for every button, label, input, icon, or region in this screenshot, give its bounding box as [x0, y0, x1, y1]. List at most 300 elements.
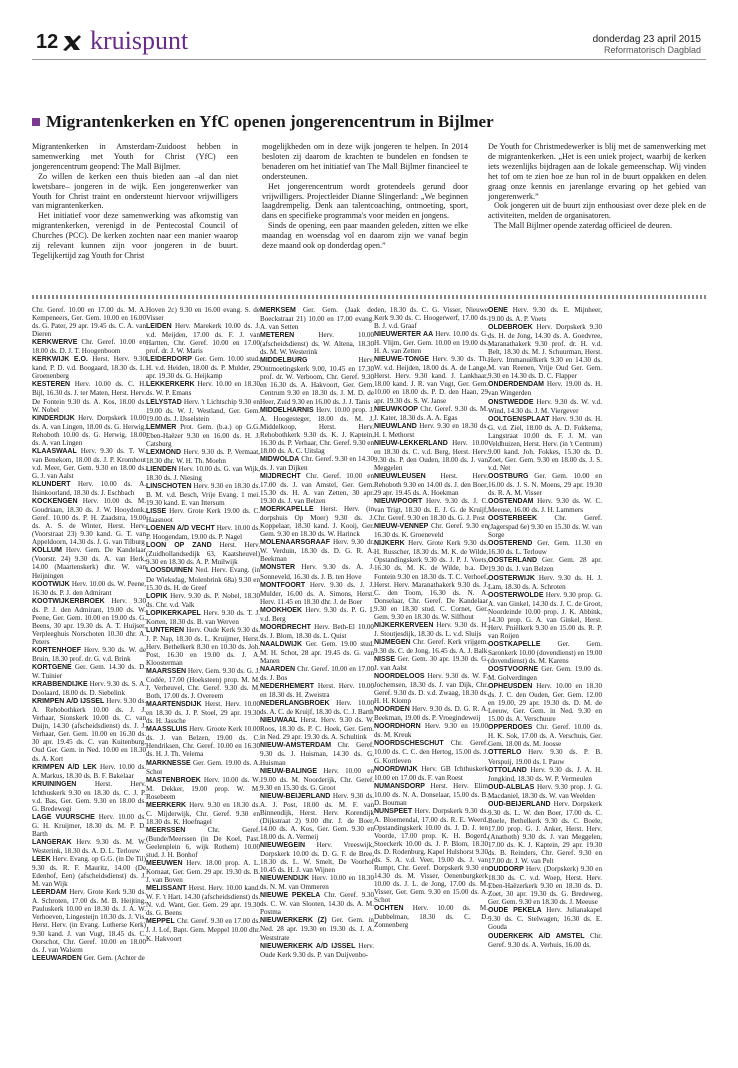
- listing-services: Chr. Geref. 9.30 en 16.30 ds. K. Groeneveld: [374, 522, 488, 540]
- listing-services: Herv. 10.00 ds. A. C. de Kruijf, 18.30 ds. C. J. Barth: [260, 699, 374, 717]
- listing-place-name: OUDDORP: [488, 866, 524, 874]
- listing-place-name: KRIMPEN A/D IJSSEL: [32, 698, 105, 706]
- listing-services: Herv. 9.30 ds. T. W. van Benekom, 18.00 ds. J. P. Kromhout v.d. Meer, Ger. Gem. 9.30 en 18.00 ds. G. J. van Aalst: [32, 446, 146, 480]
- church-listing-entry: [374, 621, 488, 638]
- church-listing-column: [32, 306, 146, 963]
- listing-services: Herv. 9.30 ds. T. J. Korten, 18.30 ds. B. van Werven: [146, 608, 260, 626]
- listing-services: Herv. 9.30 ds. H. G. v.d. Ziel, 18.00 ds. A. D. Fokkema, Langstraat 10.00 ds. F. J. M. van Veldhuizen, Herst. Herv. (in 't Centrum) 9.00 kand. Joh. Fokkes, 15.30 ds. D. Zoet, Ger. Gem. 9.30 en 18.00 ds. J. S. v.d. Net: [488, 414, 602, 472]
- listing-place-name: MARKNESSE: [146, 759, 191, 767]
- listing-place-name: KOLLUM: [32, 547, 62, 555]
- listing-services: Herst. Herv. (Zuidhollandsedijk 63, Kaatsheuvel) 9.30 en 18.30 ds. A. P. Muilwijk: [146, 541, 260, 567]
- church-listing-entry: [260, 682, 374, 699]
- listing-place-name: KOCKENGEN: [32, 498, 78, 506]
- listing-services: Herst. Herv. 10.00 en 18.30 ds. J. P. Stoel, 29 apr. 19.30 ds. H. Jassche: [146, 700, 260, 726]
- church-listing-entry: [146, 859, 260, 884]
- listing-place-name: NIEUW-VENNEP: [374, 523, 429, 531]
- listing-services: Ned. Herv. Evang. (in De Wieksdag, Molenbrink 68a) 9.30 en 15.30 ds. H. de Greef: [146, 566, 260, 592]
- church-listing-entry: [488, 323, 602, 380]
- listing-services: Herv. 10.00 ds. C. H. Bijl, 16.30 ds. J. ter Maten, Herst. Herv. De Fontein 9.30 ds. A. Kos, 18.00 ds. W. Nobel: [32, 380, 146, 414]
- listing-place-name: OPHEUSDEN: [488, 683, 533, 691]
- church-listing-entry: [146, 423, 260, 448]
- church-listing-entry: [146, 700, 260, 725]
- listing-place-name: OOSTKAPELLE: [488, 640, 541, 648]
- article-paragraph: Het initiatief voor deze samenwerking was afkomstig van migrantenkerken, verenigd in de Pentecostal Council of Churches (PCC). De kerken zochten naar een manier waarop zij relevant kunnen zijn voor jongeren in de buurt. Tegelijkertijd zag Youth for Christ: [32, 211, 238, 260]
- listing-place-name: KRIMPEN A/D LEK: [32, 763, 97, 771]
- church-listing-entry: [260, 841, 374, 874]
- listing-services: Chr. Geref. 10.00 en 17.00 ds. J. van Amstel, Ger. Gem. 15.30 ds. H. A. van Zetten, 30 apr. 19.30 ds. J. van Belzen: [260, 471, 374, 506]
- listing-services: Herv. 10.00 ds. A. Markus, 18.30 ds. B. F. Bakelaar: [32, 762, 146, 780]
- listing-place-name: LANGERAK: [32, 839, 72, 846]
- listing-place-name: KLUNDERT: [32, 480, 71, 488]
- listing-place-name: LOENEN A/D VECHT: [146, 525, 215, 533]
- listing-services: Herv. Beth-El 10.00 ds. J. Blom, 18.30 ds. L. Quist: [260, 622, 374, 640]
- listing-services: Herst. Herv. 9.30 kand. P. D. v.d. Boogaard, 18.30 ds. L. Groenenberg: [32, 355, 146, 381]
- listing-services: Hoven 2c) 9.30 en 16.00 evang. S. de Visser: [146, 306, 260, 323]
- church-listing-column: [146, 306, 260, 943]
- listing-services: Herv. GB Ichthuskerk 10.00 en 17.00 ds. F. van Roest: [374, 764, 488, 782]
- listing-services: Herv. 9.30 en 18.30 ds. C. Mijderwijk, Chr. Geref. 9.30 en 18.30 ds. K. Hoefnagel: [146, 800, 260, 826]
- listing-place-name: KINDERDIJK: [32, 414, 75, 422]
- church-listing-entry: [146, 524, 260, 541]
- listing-services: Herv. 9.30 ds. J. A. H. Jongkind, 18.30 ds. W. P. Vermeulen: [488, 765, 602, 783]
- listing-services: Ger. Gem. 30 apr. 19.30 ds. G. J. van Aalst: [374, 654, 488, 673]
- listing-place-name: NOORDEN: [374, 706, 410, 714]
- listing-place-name: NIEUWLAND: [374, 422, 417, 430]
- listing-place-name: NEDERHEMERT: [260, 683, 315, 691]
- listing-place-name: OUD-BEIJERLAND: [488, 800, 551, 808]
- church-listing-entry: [32, 355, 146, 380]
- church-listing-entry: [32, 380, 146, 413]
- church-listing-entry: [488, 497, 602, 514]
- listing-place-name: NIEUWERKERK (Z): [260, 917, 327, 925]
- church-listing-entry: [146, 917, 260, 942]
- header-divider: [32, 59, 706, 60]
- listing-services: Ger. Gem. 14.30 ds. D. W. Tuinier: [32, 663, 146, 681]
- listing-services: Prot. Gem. (b.a.) op G.G. Eben-Haëzer 9.30 en 16.00 ds. H. J. Catsburg: [146, 422, 260, 448]
- listing-services: Ger. Gem. Saronkerk 10.00 (dovendienst) en 19.00 (dovendienst) ds. M. Karens: [488, 639, 602, 665]
- listing-place-name: OUD-ALBLAS: [488, 783, 535, 791]
- listing-place-name: MOORDRECHT: [260, 623, 311, 631]
- listing-services: Herv. 9.30 ds. P. Vermaat, 18.30 dhr. W. H. Th. Moehn: [146, 447, 260, 465]
- listing-place-name: NAALDWIJK: [260, 640, 302, 648]
- listing-services: Herv. Ontmoetingskerk 9.00, 10.45 en 17.30 prof. dr. W. Verboom, Chr. Geref. 9.30 en 16.30 ds. A. Hakvoort, Ger. Gem. Centrum 9.30 en 18.30 ds. J. M. D. de Heer, Zuid 9.30 en 16.00 ds. J. J. Tanis: [260, 356, 374, 406]
- article-column-3: [488, 142, 706, 231]
- page-header: [0, 0, 738, 60]
- listing-services: Herv. 10.00 ds. P. Hoogendam, 19.00 ds. P. Nagel: [146, 524, 260, 542]
- church-listing-entry: [32, 447, 146, 480]
- church-listing-entry: [146, 801, 260, 826]
- listing-services: Herv. 9.30 ds. A. J. Sonneveld, 16.30 ds. J. B. ten Hove: [260, 563, 375, 581]
- listing-place-name: OOSTBURG: [488, 472, 529, 480]
- church-listing-entry: [146, 448, 260, 465]
- church-listing-entry: [32, 338, 146, 355]
- listing-services: Herv. 10.00 en 18.30 ds. N. M. van Ommeren: [260, 874, 374, 892]
- listing-services: Herv. 10.00 ds. W. M. Dekker, 19.00 prop. W. M. Rosebeem: [146, 775, 260, 801]
- listing-place-name: LOOSDUINEN: [146, 567, 193, 575]
- listing-services: Herv. 9.30 ds. W. F. Jochemsen, 18.30 ds. J. van Dijk, Chr. Geref. 9.30 ds. D. v.d. Zwaag, 18.30 ds. H. H. Klomp: [374, 672, 488, 706]
- church-listing-entry: [374, 904, 488, 929]
- article-paragraph: De Youth for Christmedewerker is blij met de samenwerking met de migrantenkerken. „Het is een uniek project, waarbij de kerken iets wezenlijks bijdragen aan de lokale gemeenschap. Wij vinden het tof om te zien hoe ze hun rol in de buurt oppakken en delen graag onze kennis en jarenlange ervaring op het gebied van jongerenwerk.”: [488, 142, 706, 201]
- listing-services: Herst. Herv. Ichthuskerk 9.30 en 18.30 ds. C. J. P. v.d. Bas, Ger. Gem. 9.30 en 18.00 ds. G. Bredewegi: [32, 779, 146, 813]
- listing-services: Herv. 10.00 en 18.30 ds. C. v.d. Berg, Herst. Herv. 9.30 ds. P. den Ouden, 18.00 ds. J. van Meggelen: [374, 438, 488, 472]
- church-listing-entry: [146, 776, 260, 801]
- church-listing-entry: [260, 472, 374, 505]
- church-listing-entry: [260, 716, 374, 741]
- church-listing-entry: [146, 355, 260, 380]
- listing-place-name: OOSTERBEEK: [488, 515, 538, 523]
- church-listing-entry: [374, 472, 488, 497]
- listing-place-name: NIEUWERKERK A/D IJSSEL: [260, 942, 356, 950]
- listing-services: Herv. Dorpskerk 9.30 ds. H. de Jong, 14.30 ds. A. Goedvree, Maranathakerk 9.30 prof. dr. H. v.d. Belt, 18.30 ds. M. J. Schuurman, Herst. Herv. Immanuëlkerk 9.30 en 14.30 ds. M. van Reenen, Vrije Oud Ger. Gem. 9.30 en 14.30 ds. D. C. Flapper: [488, 323, 602, 381]
- church-listing-entry: [146, 306, 260, 322]
- church-listing-entry: [260, 538, 374, 563]
- church-listing-entry: [146, 322, 260, 355]
- church-listing-entry: [260, 306, 374, 331]
- church-listing-entry: [488, 380, 602, 397]
- church-listing-entry: [374, 782, 488, 807]
- church-listing-entry: [488, 800, 602, 865]
- listing-place-name: KORTENHOEF: [32, 646, 81, 654]
- listing-place-name: OLDEBROEK: [488, 324, 533, 332]
- article-headline: Migrantenkerken en YfC openen jongerencentrum in Bijlmer: [46, 112, 494, 131]
- listing-services: Herv. 9.30 dr. W. Verduin, 18.30 ds. D. G. R. A. Beekman: [260, 538, 374, 564]
- listing-services: Herv. 9.30 ds. P. B. Verspuij, 19.00 ds. I. Pauw: [488, 748, 602, 766]
- article-paragraph: Migrantenkerken in Amsterdam-Zuidoost hebben in samenwerking met Youth for Christ (YfC) een jongerencentrum geopend: The Mall Bijlmer.: [32, 142, 238, 171]
- listing-place-name: OOSTENDAM: [488, 498, 534, 506]
- church-listing-entry: [488, 514, 602, 539]
- article-column-1: [32, 142, 238, 261]
- listing-services: Ger. Gem. 10.00 en 16.00 ds. J. S. N. Moens, 29 apr. 19.30 ds. R. A. M. Visser: [488, 471, 602, 498]
- listing-services: Herv. 9.30 prop. G. A. van Ginkel, 14.30 ds. J. C. de Groot, Noordeinde 10.00 prop. J. K. Abbink, 14.30 prop. G. A. van Ginkel, Herst. Herv. Pniëlkerk 9.30 en 15.00 ds. R. P. van Roijen: [488, 590, 602, 640]
- listing-place-name: NIEUW-BALINGE: [260, 767, 318, 775]
- listing-place-name: LOPIK: [146, 592, 168, 600]
- listing-place-name: MAARSSEN: [146, 668, 187, 676]
- listing-place-name: KOOTWIJK: [32, 580, 70, 588]
- listing-services: Ger. Gem. (Jaak de Boeckstraat 21) 10.00 en 17.00 evang. A. van Setten: [260, 306, 374, 332]
- issue-date: donderdag 23 april 2015: [592, 34, 701, 45]
- listing-place-name: MAARTENSDIJK: [146, 701, 202, 709]
- church-listing-entry: [488, 640, 602, 665]
- listing-services: Chr. Geref. 10.00 ds. C. C. den Hertog, 15.00 ds. J. G. Kortleven: [374, 739, 488, 765]
- church-listing-entry: [374, 655, 488, 672]
- listing-place-name: NIJMEGEN: [374, 638, 411, 646]
- listing-services: den, 18.30 ds. C. G. Visser, Nieuwe Kerk 9.30 ds. C. Hoogerwerf, 17.00 ds. B. J. v.d. Graaf: [374, 306, 488, 331]
- listing-place-name: LEERDAM: [32, 889, 67, 897]
- listing-place-name: KOOTWIJKERBROEK: [32, 597, 105, 605]
- listing-place-name: LISSE: [146, 508, 167, 516]
- church-listing-column: [374, 306, 488, 930]
- church-listing-entry: [260, 356, 374, 405]
- listing-place-name: MIJDRECHT: [260, 472, 301, 480]
- listing-services: Herv. Gem. 9.30 ds. G. J. Codée, 17.00 (Hoeksteen) prop. M. M. J. Verheuvel, Chr. Geref. 9.30 ds. M. Both, 17.00 ds. J. Overeem: [146, 667, 260, 701]
- listing-services: Herv. 9.30 ds. S. A. Doolaard, 18.00 ds. D. Siebelink: [32, 680, 146, 698]
- church-listing-entry: [260, 455, 374, 472]
- listing-place-name: NIEUWPOORT: [374, 498, 423, 506]
- church-listing-entry: [32, 414, 146, 447]
- church-listing-entry: [374, 355, 488, 404]
- listing-services: Herv. 9.30 en 18.30 ds. B. M. v.d. Besch, Vrije Evang. 1 mei. 19.30 kand. E. van Ittersum: [146, 481, 260, 508]
- listing-services: Chr. Geref. 10.00 en 18.00 ds. D. J. T. Hoogenboom: [32, 338, 146, 356]
- listing-services: Ger. Gem. 19.00 stud. M. H. Schot, 28 apr. 19.45 ds. G. van Manen: [260, 639, 374, 665]
- church-listing-entry: [32, 597, 146, 646]
- listing-place-name: KRABBENDIJKE: [32, 681, 88, 689]
- listing-place-name: NIEUW-BEIJERLAND: [260, 792, 331, 800]
- church-listing-entry: [32, 680, 146, 697]
- listing-services: Ger. Gem. 19.00 ds. A. Schot: [146, 758, 260, 776]
- listing-place-name: OENE: [488, 307, 508, 314]
- church-listing-entry: [488, 665, 602, 682]
- church-listing-entry: [146, 884, 260, 917]
- church-listing-entry: [488, 556, 602, 573]
- listing-services: Ger. Gem. 28 apr. 19.30 ds. J. van Belzen: [488, 556, 602, 574]
- church-listing-entry: [146, 398, 260, 423]
- listing-place-name: MEERKERK: [146, 801, 187, 809]
- listing-services: Herv. 10.00 en 19.00 ds. M. Noorderijk, Chr. Geref. 9.30 en 15.30 ds. G. Groot: [260, 766, 374, 792]
- church-listing-entry: [260, 406, 374, 455]
- listing-place-name: LEIDERDORP: [146, 356, 192, 364]
- church-listing-entry: [260, 874, 374, 891]
- listing-place-name: KRUININGEN: [32, 780, 77, 788]
- listing-services: Herv. 9.30 prop. J. G. Macdaniel, 18.30 ds. W. van Weelden: [488, 782, 602, 800]
- church-listing-entry: [260, 606, 374, 623]
- listing-place-name: MIDWOLDA: [260, 455, 300, 463]
- listing-services: Herv. 10.00 ds. G. van Wijk, 18.30 ds. J. Niesing: [146, 464, 260, 482]
- listing-place-name: NIEUW-LEKKERLAND: [374, 439, 448, 447]
- listing-place-name: NUMANSDORP: [374, 782, 425, 790]
- listing-place-name: MAASSLUIS: [146, 726, 188, 734]
- listing-services: Herv. Oude Kerk 9.30 ds. J. P. Nap, 18.30 ds. L. Kruijmer, Herst. Herv. Bethelkerk 8.30 en 10.30 ds. Joh. Post, 16.30 en 19.00 ds. J. A. Kloosterman: [146, 625, 260, 667]
- listing-place-name: NIEUWKOOP: [374, 405, 418, 413]
- church-listing-column: [260, 306, 374, 959]
- listing-services: Herv. 9.30 en 18.30 ds. H. I. Methorst: [374, 421, 488, 439]
- listing-place-name: MOLENAARSGRAAF: [260, 539, 330, 547]
- listing-services: Herv. Julianakapel 9.30 ds. C. Stelwagen, 16.30 ds. E. Gouda: [488, 906, 602, 932]
- listing-services: Herst. Herv. Rehoboth 9.30 en 14.00 ds. J. den Boer, 29 apr. 19.45 ds. A. Hoekman: [374, 471, 488, 498]
- listing-services: Herst. Herv. (in dorpshuis Op Moer) 9.30 ds. J. Koppelaar, 18.30 kand. J. Kooij, Ger. Gem. 9.30 en 18.30 ds. W. Harinck: [260, 505, 374, 539]
- listing-place-name: LELYSTAD: [146, 398, 182, 406]
- listing-place-name: LEMMER: [146, 423, 177, 431]
- listing-services: Herv. 9.30 ds. H. J. Lam, 18.30 ds. A. Schroten: [488, 573, 602, 591]
- church-listing-entry: [146, 482, 260, 507]
- listing-place-name: LEIDEN: [146, 323, 172, 331]
- listing-services: Chr. Geref. 10.00 ds. H. K. Sok, 17.00 ds. A. Verschuis, Ger. Gem. 18.00 ds. M. Joosse: [488, 723, 602, 749]
- church-listing-entry: [374, 672, 488, 705]
- listing-place-name: ONSTWEDDE: [488, 398, 534, 406]
- church-listing-entry: [260, 699, 374, 716]
- church-listing-entry: [374, 539, 488, 620]
- church-listing-entry: [374, 422, 488, 439]
- church-listing-entry: [488, 783, 602, 800]
- listing-services: Herv. 10.00 ds. M. Dubbelman, 18.30 ds. C. D. Zonnenberg: [374, 904, 488, 930]
- listing-place-name: NOORDHORN: [374, 723, 421, 731]
- listing-place-name: MEPPEL: [146, 918, 175, 926]
- listing-services: Herv. Vreeswijk, Dorpskerk 10.00 ds. D. G. F. de Bree, 18.30 ds. L. W. Smelt, De Voorhof 10.45 ds. H. J. van Wijnen: [260, 841, 374, 875]
- listing-place-name: KESTEREN: [32, 381, 71, 389]
- listing-place-name: NEDERLANGBROEK: [260, 700, 330, 708]
- listing-place-name: MIDDELHARNIS: [260, 406, 314, 414]
- church-listing-entry: [32, 780, 146, 813]
- listing-services: Herv. 10.00 ds. G. H. Vlijm, Ger. Gem. 10.00 en 19.00 ds. H. A. van Zetten: [374, 330, 488, 356]
- listing-services: Herv. Dorpskerk 9.30 ds. L. W. den Boer, 17.00 ds. C. Boele, Bethelkerk 9.30 ds. C. Boele, 17.00 prop. G. J. Anker, Herst. Herv. (Anathoth) 9.30 ds. J. van Meggelen, 17.00 ds. K. J. Kaptein, 29 apr. 19.30 ds. B. Reinders, Chr. Geref. 9.30 en 17.00 dr. J. W. van Pelt: [488, 799, 602, 866]
- church-listing-entry: [260, 640, 374, 665]
- listing-place-name: OUDE PEKELA: [488, 907, 542, 915]
- church-listing-entry: [488, 398, 602, 415]
- listing-place-name: NOORDSCHESCHUT: [374, 740, 444, 748]
- listing-place-name: KLAASWAAL: [32, 447, 77, 455]
- article-paragraph: Ook jongeren uit de buurt zijn enthousiast over deze plek en de activiteiten, melden de organisatoren.: [488, 201, 706, 221]
- church-listing-entry: [146, 566, 260, 591]
- headline-marker: [32, 118, 40, 126]
- listing-place-name: OOSTERWOLDE: [488, 591, 544, 599]
- church-listing-entry: [32, 697, 146, 762]
- church-listing-entry: [32, 763, 146, 780]
- church-listing-entry: [374, 306, 488, 330]
- listing-place-name: NIEUW-AMSTERDAM: [260, 742, 332, 750]
- church-listing-entry: [146, 626, 260, 667]
- listing-place-name: OTTOLAND: [488, 766, 527, 774]
- page-number: 12: [36, 31, 59, 53]
- listing-services: Herst. Herv. Elim 10.00 ds. N. A. Donselaar, 15.00 ds. B. D. Bouman: [374, 781, 488, 807]
- listing-place-name: NIEUWEGEIN: [260, 842, 306, 849]
- church-listing-column: [488, 306, 602, 949]
- church-listing-entry: [488, 865, 602, 906]
- listing-services: Herv. 10.00 en 18.30 ds. J. C. den Ouden, Ger. Gem. 12.00 en 19.00, 29 apr. 19.30 ds. D. M. de Leeuw, Ger. Gem. in Ned. 9.30 en 15.00 ds. A. Verschuure: [488, 682, 602, 724]
- church-listing-entry: [488, 415, 602, 472]
- listing-services: Herv. 9.30 ds. H. J. Stoutjesdijk, 18.30 ds. L. v.d. Sluijs: [374, 620, 488, 638]
- listing-services: Herst. Herv. 10.00 kand. W. F. 't Hart. 14.30 (afscheidsdienst) ds. N. v.d. Want, Ger. Gem. 29 apr. 19.30 ds. G. Beens: [146, 884, 260, 918]
- listing-place-name: ONDERDENDAM: [488, 381, 544, 389]
- listing-place-name: LEEK: [32, 856, 51, 864]
- listing-place-name: LIENDEN: [146, 465, 177, 473]
- listing-services: Ger. Gem. in Ned. 28 apr. 19.30 en 19.30 ds. J. A. Weststrate: [260, 916, 374, 942]
- church-listing-entry: [260, 563, 374, 580]
- church-listing-entry: [32, 888, 146, 953]
- church-listing-entry: [488, 723, 602, 748]
- church-listing-entry: [488, 591, 602, 640]
- church-listing-entry: [32, 306, 146, 338]
- church-listing-entry: [260, 916, 374, 941]
- listing-place-name: NISSE: [374, 655, 396, 663]
- listing-services: Herst. Herv. 10.00 en 18.30 ds. H. Zweistra: [260, 682, 374, 700]
- listing-place-name: METEREN: [260, 332, 295, 340]
- church-listing-entry: [260, 891, 374, 916]
- church-listing-entry: [146, 759, 260, 776]
- listing-place-name: NUNSPEET: [374, 807, 413, 815]
- listing-services: Chr. Geref. 9.30 ds. J. Huisman, 14.30 ds. G. Huisman: [260, 741, 374, 767]
- listing-services: Ger. Gem. 19.00 ds. M. Golverdingen: [488, 665, 602, 683]
- listing-place-name: OCHTEN: [374, 905, 404, 913]
- listing-services: Herv. 't Lichtschip 9.30 en 19.00 ds. W. J. Westland, Ger. Gem. 19.00 ds. J. IJsselstein: [146, 397, 261, 423]
- article-headline-bar: [32, 112, 708, 132]
- listing-place-name: OOSTERWIJK: [488, 574, 535, 582]
- listing-place-name: OOLTGENSPLAAT: [488, 415, 550, 423]
- church-listing-entry: [146, 380, 260, 397]
- listing-services: Herv. 9.30 ds. J. J. Mulder, 16.00 ds. A. Simons, Herst. Herv. 11.45 en 18.30 dhr. J. de Boer: [260, 580, 374, 606]
- church-listing-entry: [260, 581, 374, 606]
- listing-services: Herv. 10.00 prop. J. A. Hoogesteger, 18.00 ds. M. J. Middelkoop, Herst. Herv. Rehobothkerk 9.30 ds. K. J. Kaptein, 16.30 ds. P. Verhaar, Chr. Geref. 9.30 en 18.00 ds. A. C. Uitslag: [260, 405, 374, 455]
- church-listing-entry: [260, 792, 374, 841]
- listing-place-name: LEEUWARDEN: [32, 954, 82, 962]
- church-listing-entry: [146, 725, 260, 758]
- listing-services: Herv. 9.30 ds. M. W. Westerink, 18.30 ds. A. D. L. Terlouw: [32, 838, 146, 856]
- church-listing-entry: [146, 609, 260, 626]
- church-listing-entry: [32, 497, 146, 546]
- listing-place-name: MONTFOORT: [260, 581, 306, 589]
- church-listing-entry: [488, 682, 602, 723]
- listing-services: Herv. 18.00 prop. A. L. Kornaat, Ger. Gem. 29 apr. 19.30 ds. B. J. van Boven: [146, 859, 260, 885]
- church-listing-entry: [488, 748, 602, 765]
- listing-services: Herv. 19.00 ds. H. van Wingerden: [488, 380, 602, 398]
- church-listing-entry: [32, 954, 146, 963]
- listing-services: Herv. Grote Kerk 9.30 ds. A. Schroten, 17.00 ds. M. B. Heijting, Pauluskerk 10.00 en 18.30 ds. J. A. W. Verhoeven, Lingesteijn 10.30 ds. J. Vis, Herst. Herv. (in Evang. Lutherse Kerk) 9.30 kand. J. van Vugt, 18.45 ds. C. Oorschot, Chr. Geref. 10.00 en 18.00 ds. J. van Walsem: [32, 888, 146, 954]
- church-listing-entry: [488, 306, 602, 323]
- listing-place-name: MELISSANT: [146, 885, 187, 893]
- church-listing-entry: [374, 705, 488, 722]
- church-listing-entry: [260, 665, 374, 682]
- listing-place-name: NIEUWE-TONGE: [374, 356, 430, 364]
- listing-place-name: OUDERKERK A/D AMSTEL: [488, 932, 585, 940]
- listing-place-name: NIEUWE PEKELA: [260, 892, 321, 900]
- church-listing-entry: [488, 472, 602, 497]
- listing-services: Chr. Geref. 9.30 ds. M. J. Kater, 18.30 ds. A. A. Egas: [374, 404, 488, 422]
- listing-place-name: NIEUWLEUSEN: [374, 472, 426, 480]
- article-column-2: [262, 142, 468, 251]
- church-listing-entry: [488, 574, 602, 591]
- listing-place-name: KERKWERVE: [32, 339, 78, 347]
- listing-place-name: NIEUWAAL: [260, 717, 298, 725]
- listing-services: Herv. (Dorpskerk) 9.30 en 18.30 ds. C. v.d. Woep, Herst. Herv. Eben-Haëzerkerk 9.30 en 18.30 ds. D. Zoet, 30 apr. 19.30 ds. G. Bredeweg, Ger. Gem. 9.30 en 18.30 ds. J. Meeuse: [488, 865, 602, 907]
- listing-services: Herv. 10.00 ds. A. Ilsinkoorland, 18.30 ds. J. Eschbach: [32, 479, 146, 498]
- listing-place-name: MONSTER: [260, 564, 295, 572]
- listing-services: Herv. 9.30 ds. E. Mijnheer, 19.00 ds. A. P. Voets: [488, 306, 602, 324]
- listing-services: Herv. Grote Kerk 9.30 ds. H. Russcher, 18.30 ds. M. K. de Wilde, Opstandingskerk 9.30 ds. J. P. J. Voets, 16.30 ds. M. K. de Wilde, b.a. De Fontein 9.30 en 18.30 ds. T. C. Verhoef, Herst. Herv. Maranathakerk 9.30 ds. J. C. den Toom, 16.30 ds. N. A. Donselaar, Chr. Geref. De Kandelaar 9.30 en 18.30 stud. C. Cornet, Ger. Gem. 9.30 en 18.30 ds. W. Silfhout: [374, 539, 488, 621]
- listing-place-name: MOERKAPELLE: [260, 506, 314, 514]
- section-divider: [32, 295, 708, 299]
- church-listing-entry: [260, 331, 374, 356]
- listing-place-name: LOPIKERKAPEL: [146, 609, 201, 617]
- listing-services: Chr. Geref. 10.00 en 17.00 ds. J. Bos: [260, 665, 374, 683]
- church-listing-entry: [260, 767, 374, 792]
- church-listing-entry: [488, 932, 602, 949]
- church-listing-entry: [32, 838, 146, 855]
- listing-services: Herv. 9.30 ds. W. de Bruin, 18.30 prof. dr. G. v.d. Brink: [32, 645, 147, 663]
- listing-place-name: KORTGENE: [32, 664, 72, 672]
- church-listing-entry: [32, 646, 146, 663]
- listing-place-name: MIDDELBURG: [260, 357, 308, 365]
- listing-place-name: MEERSSEN: [146, 826, 186, 834]
- church-listing-entry: [146, 826, 260, 859]
- church-listing-entry: [488, 539, 602, 556]
- listing-services: Herv. Dorpskerk 10.00 ds. A. van Lingen, 18.00 ds. G. Herwig, Rehoboth 10.00 ds. G. Herwig, 18.00 ds. A. van Lingen: [32, 413, 146, 447]
- listing-services: Herv. 9.30 ds. P. J. den Admirant, 19.00 ds. W. Peene, Ger. Gem. 10.00 en 19.00 ds. G. Beens, 30 apr. 19.30 ds. A. T. Huijser, Verpleeghuis Norschoten 10.30 dhr. A. Peters: [32, 596, 146, 646]
- listing-services: Herv. Groote Kerk 10.00 ds. J. van Belzen, 19.00 ds. C. Hendriksen, Chr. Geref. 10.00 en 16.30 ds. H. J. Th. Velema: [146, 725, 260, 759]
- church-listing-entry: [32, 480, 146, 497]
- listing-place-name: LOON OP ZAND: [146, 542, 212, 550]
- listing-place-name: OOSTEREND: [488, 540, 533, 548]
- church-listing-entry: [32, 663, 146, 680]
- church-listing-entry: [146, 592, 260, 609]
- church-listing-entry: [146, 667, 260, 700]
- listing-services: Chr. Geref. Kerk vrijgem. 9.30 ds. C. de Jong, 16.45 ds. A. J. Balk: [374, 637, 488, 655]
- article-paragraph: Zo willen de kerken een thuis bieden aan –al dan niet kwetsbare– jongeren in de wijk. Een jongerenwerker van Youth for Christ traint en ondersteunt hiervoor vrijwilligers van migrantenkerken.: [32, 171, 238, 211]
- listing-place-name: LEKKERKERK: [146, 381, 195, 389]
- listing-place-name: NIJKERKERVEEN: [374, 621, 434, 629]
- church-listing-entry: [374, 638, 488, 655]
- listing-services: Herv. 9.30 en 19.00 ds. M. Kreuk: [374, 722, 488, 740]
- listing-place-name: NIEUWERTER AA: [374, 331, 434, 339]
- church-listing-entry: [32, 546, 146, 579]
- listing-services: Herv. 10.00 ds. W. Peene, 16.30 ds. P. J. den Admirant: [32, 579, 147, 597]
